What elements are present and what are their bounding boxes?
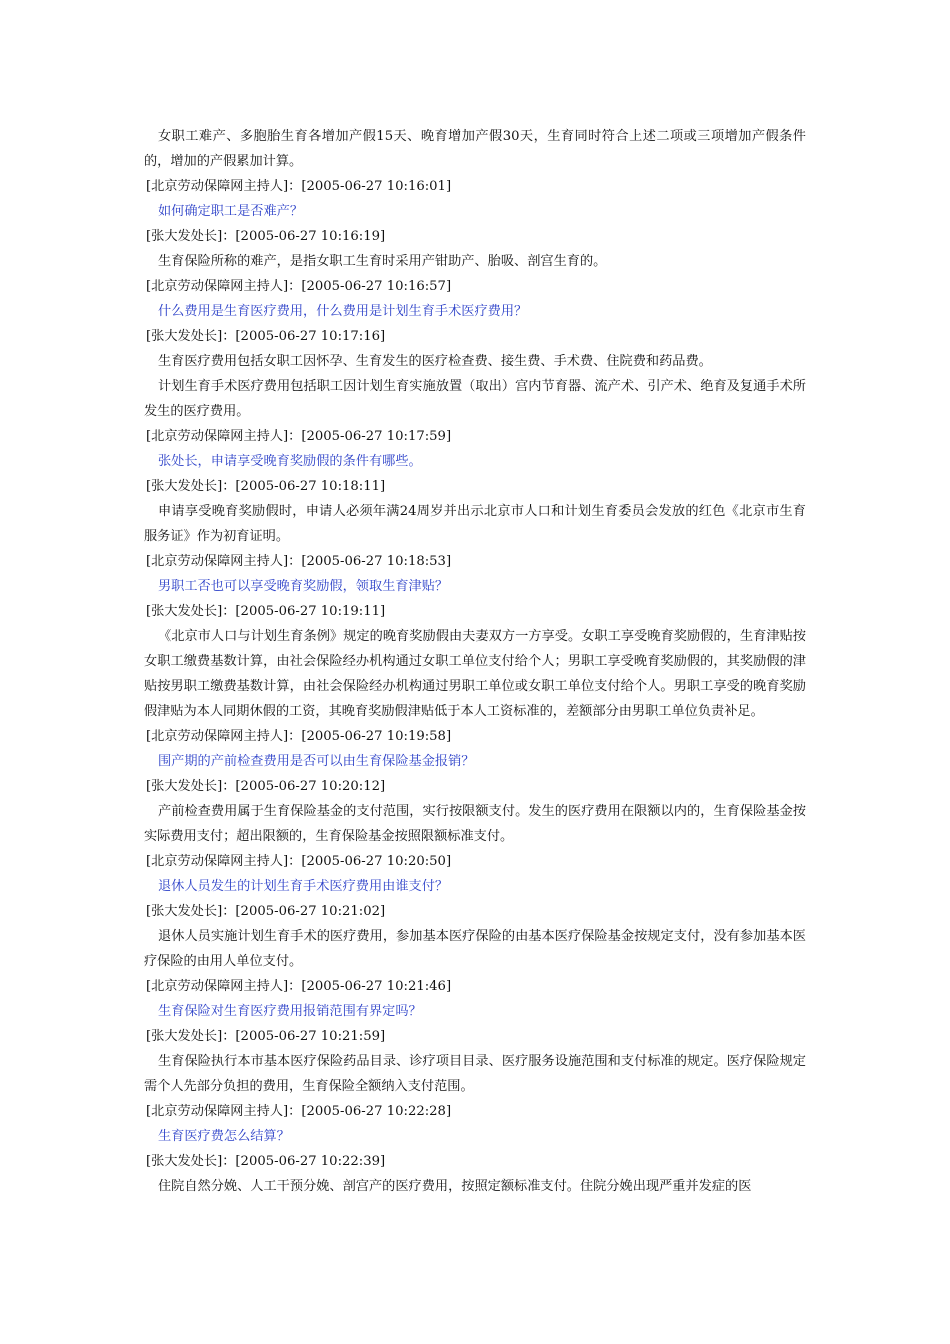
speaker-line: [北京劳动保障网主持人]：[2005-06-27 10:22:28] <box>146 1104 452 1119</box>
answer-paragraph: 生育保险所称的难产，是指女职工生育时采用产钳助产、胎吸、剖宫生育的。 <box>158 254 607 269</box>
speaker-line: [张大发处长]：[2005-06-27 10:21:59] <box>146 1029 386 1044</box>
speaker-line: [北京劳动保障网主持人]：[2005-06-27 10:16:01] <box>146 179 452 194</box>
speaker-line: [张大发处长]：[2005-06-27 10:19:11] <box>146 604 386 619</box>
answer-paragraph: 住院自然分娩、人工干预分娩、剖宫产的医疗费用，按照定额标准支付。住院分娩出现严重并发症的医 <box>158 1179 752 1194</box>
speaker-line: [北京劳动保障网主持人]：[2005-06-27 10:21:46] <box>146 979 452 994</box>
speaker-line: [北京劳动保障网主持人]：[2005-06-27 10:17:59] <box>146 429 452 444</box>
answer-paragraph: 女职工难产、多胞胎生育各增加产假15天、晚育增加产假30天，生育同时符合上述二项或三项增加产假条件的，增加的产假累加计算。 <box>144 129 806 169</box>
speaker-line: [张大发处长]：[2005-06-27 10:17:16] <box>146 329 386 344</box>
answer-paragraph: 《北京市人口与计划生育条例》规定的晚育奖励假由夫妻双方一方享受。女职工享受晚育奖励假的，生育津贴按女职工缴费基数计算，由社会保险经办机构通过女职工单位支付给个人；男职工享受晚育奖励假的，其奖励假的津贴按男职工缴费基数计算，由社会保险经办机构通过男职工单位或女职工单位支付给个人。男职工享受的晚育奖励假津贴为本人同期休假的工资，其晚育奖励假津贴低于本人工资标准的，差额部分由男职工单位负责补足。 <box>144 629 806 719</box>
question-line: 退休人员发生的计划生育手术医疗费用由谁支付？ <box>158 879 449 894</box>
answer-paragraph: 退休人员实施计划生育手术的医疗费用，参加基本医疗保险的由基本医疗保险基金按规定支付，没有参加基本医疗保险的由用人单位支付。 <box>144 929 806 969</box>
speaker-line: [北京劳动保障网主持人]：[2005-06-27 10:20:50] <box>146 854 452 869</box>
question-line: 男职工否也可以享受晚育奖励假，领取生育津贴？ <box>158 579 449 594</box>
speaker-line: [北京劳动保障网主持人]：[2005-06-27 10:16:57] <box>146 279 452 294</box>
answer-paragraph: 生育医疗费用包括女职工因怀孕、生育发生的医疗检查费、接生费、手术费、住院费和药品费。 <box>158 354 712 369</box>
question-line: 如何确定职工是否难产？ <box>158 204 304 219</box>
answer-paragraph: 产前检查费用属于生育保险基金的支付范围，实行按限额支付。发生的医疗费用在限额以内的，生育保险基金按实际费用支付；超出限额的，生育保险基金按照限额标准支付。 <box>144 804 806 844</box>
question-line: 生育医疗费怎么结算？ <box>158 1129 290 1144</box>
speaker-line: [张大发处长]：[2005-06-27 10:22:39] <box>146 1154 386 1169</box>
answer-paragraph: 计划生育手术医疗费用包括职工因计划生育实施放置（取出）宫内节育器、流产术、引产术、绝育及复通手术所发生的医疗费用。 <box>144 379 806 419</box>
speaker-line: [张大发处长]：[2005-06-27 10:21:02] <box>146 904 386 919</box>
answer-paragraph: 生育保险执行本市基本医疗保险药品目录、诊疗项目目录、医疗服务设施范围和支付标准的规定。医疗保险规定需个人先部分负担的费用，生育保险全额纳入支付范围。 <box>144 1054 806 1094</box>
speaker-line: [北京劳动保障网主持人]：[2005-06-27 10:19:58] <box>146 729 452 744</box>
speaker-line: [张大发处长]：[2005-06-27 10:20:12] <box>146 779 386 794</box>
speaker-line: [张大发处长]：[2005-06-27 10:18:11] <box>146 479 386 494</box>
question-line: 张处长，申请享受晚育奖励假的条件有哪些。 <box>158 454 422 469</box>
question-line: 什么费用是生育医疗费用，什么费用是计划生育手术医疗费用？ <box>158 304 528 319</box>
question-line: 围产期的产前检查费用是否可以由生育保险基金报销？ <box>158 754 475 769</box>
document-body <box>144 124 806 1199</box>
question-line: 生育保险对生育医疗费用报销范围有界定吗？ <box>158 1004 422 1019</box>
speaker-line: [北京劳动保障网主持人]：[2005-06-27 10:18:53] <box>146 554 452 569</box>
answer-paragraph: 申请享受晚育奖励假时，申请人必须年满24周岁并出示北京市人口和计划生育委员会发放的红色《北京市生育服务证》作为初育证明。 <box>144 504 806 544</box>
speaker-line: [张大发处长]：[2005-06-27 10:16:19] <box>146 229 386 244</box>
